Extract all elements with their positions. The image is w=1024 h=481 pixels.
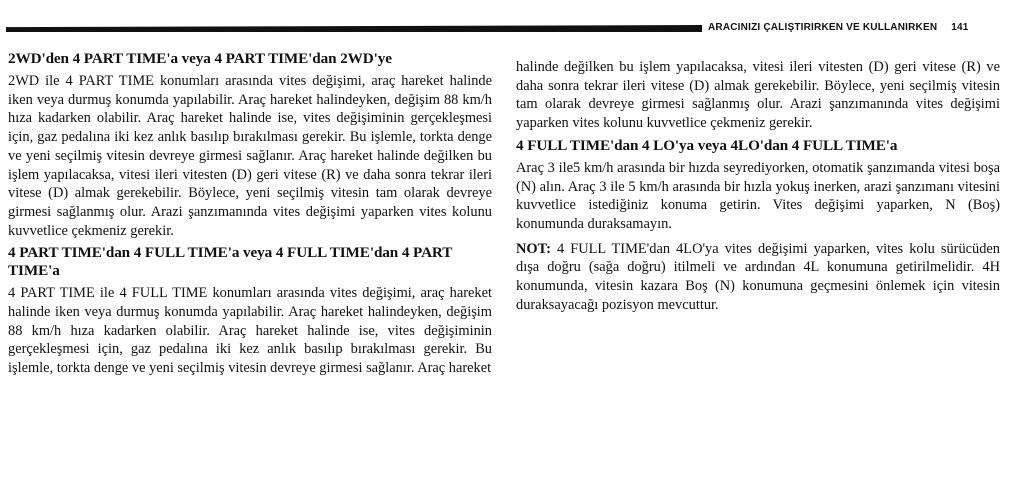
note-body: 4 FULL TIME'dan 4LO'ya vites değişimi yaparken, vites kolu sürücüden dışa doğru (sağa doğru) itilmeli ve ardından 4L konumuna getirilmelidir. 4H konumunda, vitesin kazara Boş (N) konumuna geçmesini önlemek için vitesin duraksayacağı pozisyon mevcuttur. [516, 240, 1000, 313]
section-heading-2wd-4part: 2WD'den 4 PART TIME'a veya 4 PART TIME'dan 2WD'ye [8, 50, 392, 67]
header-title: ARACINIZI ÇALIŞTIRIRKEN VE KULLANIRKEN [708, 22, 938, 33]
section-body-4part-4full: 4 PART TIME ile 4 FULL TIME konumları arasında vites değişimi, araç hareket halinde iken veya durmuş konumda yapılabilir. Araç hareket halindeyken, değişim 88 km/h hıza kadarken olabilir. Araç hareket halinde ise, vites değişiminin gerçekleşmesi için, gaz pedalına iki kez anlık basılıp bırakılması gerekir. Bu işlemle, torkta denge ve yeni seçilmiş vitesin devreye girmesi sağlanır. Araç hareket [8, 285, 492, 377]
note-label: NOT: [516, 240, 551, 257]
page-number: 141 [951, 22, 969, 33]
running-header [708, 22, 969, 33]
left-column [8, 50, 492, 378]
right-column [516, 58, 1000, 314]
section-heading-4part-4full: 4 PART TIME'dan 4 FULL TIME'a veya 4 FULL TIME'dan 4 PART TIME'a [8, 244, 453, 280]
section-body-4part-4full-continued: halinde değilken bu işlem yapılacaksa, vitesi ileri vitesten (D) geri vitese (R) ve daha sonra tekrar ileri vitese (D) almak gerekebilir. Böylece, yeni seçilmiş vitesin tam olarak devreye girmesi sağlanmış olur. Arazi şanzımanında vites değişimi yaparken vites kolunu kuvvetlice çekmeniz gerekir. [516, 59, 1000, 132]
section-body-4full-4lo: Araç 3 ile5 km/h arasında bir hızda seyrediyorken, otomatik şanzımanda vitesi boşa (N) alın. Araç 3 ile 5 km/h arasında bir hızla yokuş inerken, arazi şanzımanı vitesini kuvvetlice istediğiniz konuma getirin. Vites değişimi yaparken, N (Boş) konumunda duraksamayın. [516, 159, 1000, 232]
note-paragraph [516, 240, 1000, 315]
header-rule [6, 25, 702, 32]
section-body-2wd-4part: 2WD ile 4 PART TIME konumları arasında vites değişimi, araç hareket halinde iken veya durmuş konumda yapılabilir. Araç hareket halindeyken, değişim 88 km/h hıza kadarken olabilir. Araç hareket halinde ise, vites değişiminin gerçekleşmesi için, gaz pedalına iki kez anlık basılıp bırakılması gerekir. Bu işlemle, torkta denge ve yeni seçilmiş vitesin devreye girmesi sağlanır. Araç hareket halinde değilken bu işlem yapılacaksa, vitesi ileri vitesten (D) geri vitese (R) ve daha sonra tekrar ileri vitese (D) almak gerekebilir. Böylece, yeni seçilmiş vitesin tam olarak devreye girmesi sağlanmış olur. Arazi şanzımanında vites değişimi yaparken vites kolunu kuvvetlice çekmeniz gerekir. [8, 73, 492, 239]
section-heading-4full-4lo: 4 FULL TIME'dan 4 LO'ya veya 4LO'dan 4 FULL TIME'a [516, 136, 898, 154]
